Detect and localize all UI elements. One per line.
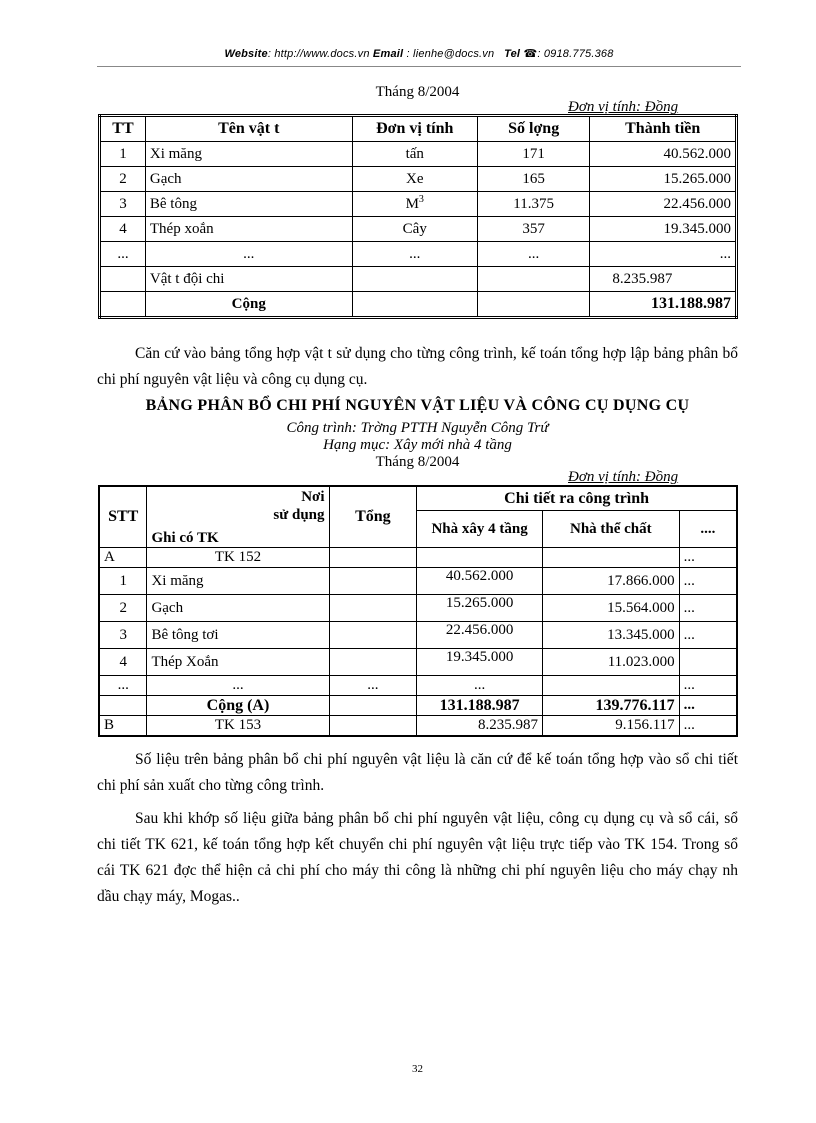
cell: 17.866.000	[542, 568, 679, 595]
cell: 2	[100, 167, 146, 192]
table-row	[100, 242, 737, 267]
unit-superscript: 3	[418, 194, 424, 205]
email-label: Email	[372, 48, 404, 60]
cell: Thép xoắn	[145, 217, 352, 242]
total-label: Cộng (A)	[147, 696, 329, 716]
cell: ...	[147, 676, 329, 696]
cell: 1	[99, 568, 147, 595]
cell: 2	[99, 595, 147, 622]
table-row-a	[99, 548, 737, 568]
cell: ...	[352, 242, 477, 267]
paragraph-2: Số liệu trên bảng phân bổ chi phí nguyên vật liệu là căn cứ để kế toán tổng hợp vào sổ chi tiết chi phí sản xuất cho từng công trình.	[97, 751, 738, 794]
table-row	[99, 568, 737, 595]
col-header-nhathe: Nhà thể chất	[542, 511, 679, 548]
cell	[100, 267, 146, 292]
table-row	[100, 192, 737, 217]
table2-month: Tháng 8/2004	[375, 454, 460, 470]
cell: tấn	[352, 142, 477, 167]
cell: 1	[100, 142, 146, 167]
cell: Gạch	[147, 595, 329, 622]
cell: 4	[100, 217, 146, 242]
header-noi: Nơi	[301, 489, 325, 505]
cell: ...	[99, 676, 147, 696]
table-row	[100, 217, 737, 242]
cell: ...	[679, 548, 737, 568]
cell: 3	[99, 622, 147, 649]
col-header-stt: STT	[99, 486, 147, 548]
total-value: 131.188.987	[417, 696, 543, 716]
cell: ...	[679, 696, 737, 716]
header-sudung: sử dụng	[273, 507, 325, 523]
cell	[477, 292, 590, 318]
email-value[interactable]: : lienhe@docs.vn	[406, 48, 495, 60]
col-header: Tên vật t	[145, 116, 352, 142]
table1-unit: Đơn vị tính: Đồng	[568, 99, 679, 115]
cell: ...	[329, 676, 417, 696]
header-divider	[97, 66, 741, 67]
paragraph-3: Sau khi khớp số liệu giữa bảng phân bổ chi phí nguyên vật liệu, công cụ dụng cụ và sổ cái, sổ chi tiết TK 621, kế toán tổng hợp kết chuyển chi phí nguyên vật liệu trực tiếp vào TK 154. Trong sổ cái TK 621 đợc thể hiện cả chi phí cho máy thi công là những chi phí nguyên liệu cho máy chạy nh dầu chạy máy, Mogas..	[97, 810, 738, 905]
cell: ...	[477, 242, 590, 267]
table-header-row	[100, 116, 737, 142]
cell	[329, 649, 417, 676]
cell: 40.562.000	[417, 568, 543, 595]
material-summary-table	[98, 114, 738, 319]
cell: 3	[100, 192, 146, 217]
cell: 9.156.117	[542, 716, 679, 737]
table-row-b	[99, 716, 737, 737]
tel-label: Tel	[504, 48, 521, 60]
cell: 19.345.000	[590, 217, 737, 242]
cell	[352, 192, 477, 217]
allocation-table	[98, 485, 738, 737]
cell: ...	[417, 676, 543, 696]
phone-icon: ☎	[523, 48, 538, 60]
cell: ...	[679, 676, 737, 696]
cell: B	[99, 716, 147, 737]
cell	[477, 267, 590, 292]
page-number: 32	[412, 1063, 423, 1075]
cell: 165	[477, 167, 590, 192]
cell: Cây	[352, 217, 477, 242]
table-row	[99, 595, 737, 622]
unit-text: M	[405, 196, 419, 212]
cell	[352, 267, 477, 292]
cell: 22.456.000	[590, 192, 737, 217]
cell: 4	[99, 649, 147, 676]
cell	[329, 696, 417, 716]
total-value: 139.776.117	[542, 696, 679, 716]
project-item: Hạng mục: Xây mới nhà 4 tầng	[323, 437, 512, 453]
cell	[679, 649, 737, 676]
cell: 357	[477, 217, 590, 242]
allocation-table-title: BẢNG PHÂN BỔ CHI PHÍ NGUYÊN VẬT LIỆU VÀ CÔNG CỤ DỤNG CỤ	[145, 397, 690, 414]
cell: 11.375	[477, 192, 590, 217]
cell: Vật t đội chi	[145, 267, 352, 292]
website-value[interactable]: : http://www.docs.vn	[267, 48, 370, 60]
project-name: Công trình: Trờng PTTH Nguyễn Công Trứ	[286, 420, 549, 436]
table-row	[100, 142, 737, 167]
table-header-row	[99, 486, 737, 511]
cell: Gạch	[145, 167, 352, 192]
table-row	[100, 267, 737, 292]
cell: TK 153	[147, 716, 329, 737]
cell: ...	[679, 595, 737, 622]
table-total-row	[100, 292, 737, 318]
table1-month: Tháng 8/2004	[375, 84, 460, 100]
tel-value: : 0918.775.368	[537, 48, 614, 60]
cell: 11.023.000	[542, 649, 679, 676]
cell	[329, 716, 417, 737]
col-header-tong: Tổng	[329, 486, 417, 548]
cell: 19.345.000	[417, 649, 543, 676]
cell	[329, 622, 417, 649]
cell: 22.456.000	[417, 622, 543, 649]
total-value: 131.188.987	[590, 292, 737, 318]
cell: Thép Xoắn	[147, 649, 329, 676]
cell: 15.564.000	[542, 595, 679, 622]
col-header-nha4: Nhà xây 4 tầng	[417, 511, 543, 548]
cell: Xe	[352, 167, 477, 192]
cell	[329, 568, 417, 595]
col-header-more: ....	[679, 511, 737, 548]
cell: Xi măng	[145, 142, 352, 167]
cell: 13.345.000	[542, 622, 679, 649]
cell: 15.265.000	[417, 595, 543, 622]
col-header: Đơn vị tính	[352, 116, 477, 142]
table-row	[99, 676, 737, 696]
cell	[99, 696, 147, 716]
paragraph-1: Căn cứ vào bảng tổng hợp vật t sử dụng cho từng công trình, kế toán tổng hợp lập bảng phân bổ chi phí nguyên vật liệu và công cụ dụng cụ.	[97, 345, 738, 388]
cell: A	[99, 548, 147, 568]
cell: ...	[100, 242, 146, 267]
cell: TK 152	[147, 548, 329, 568]
website-label: Website	[224, 48, 268, 60]
col-header-chitiet: Chi tiết ra công trình	[417, 486, 737, 511]
col-header-diagonal	[147, 486, 329, 548]
cell: 8.235.987	[417, 716, 543, 737]
cell: 8.235.987	[590, 267, 737, 292]
col-header: Thành tiền	[590, 116, 737, 142]
cell: Bê tông	[145, 192, 352, 217]
cell: Xi măng	[147, 568, 329, 595]
cell: 15.265.000	[590, 167, 737, 192]
cell: ...	[679, 716, 737, 737]
table2-unit: Đơn vị tính: Đồng	[568, 469, 679, 485]
cell	[100, 292, 146, 318]
cell: ...	[590, 242, 737, 267]
cell: 171	[477, 142, 590, 167]
table-total-row	[99, 696, 737, 716]
cell: ...	[679, 622, 737, 649]
cell: ...	[145, 242, 352, 267]
cell	[542, 676, 679, 696]
cell	[329, 595, 417, 622]
table-row	[99, 649, 737, 676]
cell	[352, 292, 477, 318]
table-row	[100, 167, 737, 192]
header-ghico: Ghi có TK	[151, 530, 219, 546]
page-header	[97, 47, 741, 60]
col-header: TT	[100, 116, 146, 142]
cell	[542, 548, 679, 568]
cell: ...	[679, 568, 737, 595]
table-row	[99, 622, 737, 649]
col-header: Số lợng	[477, 116, 590, 142]
cell: 40.562.000	[590, 142, 737, 167]
cell: Bê tông tơi	[147, 622, 329, 649]
cell	[417, 548, 543, 568]
total-label: Cộng	[145, 292, 352, 318]
cell	[329, 548, 417, 568]
